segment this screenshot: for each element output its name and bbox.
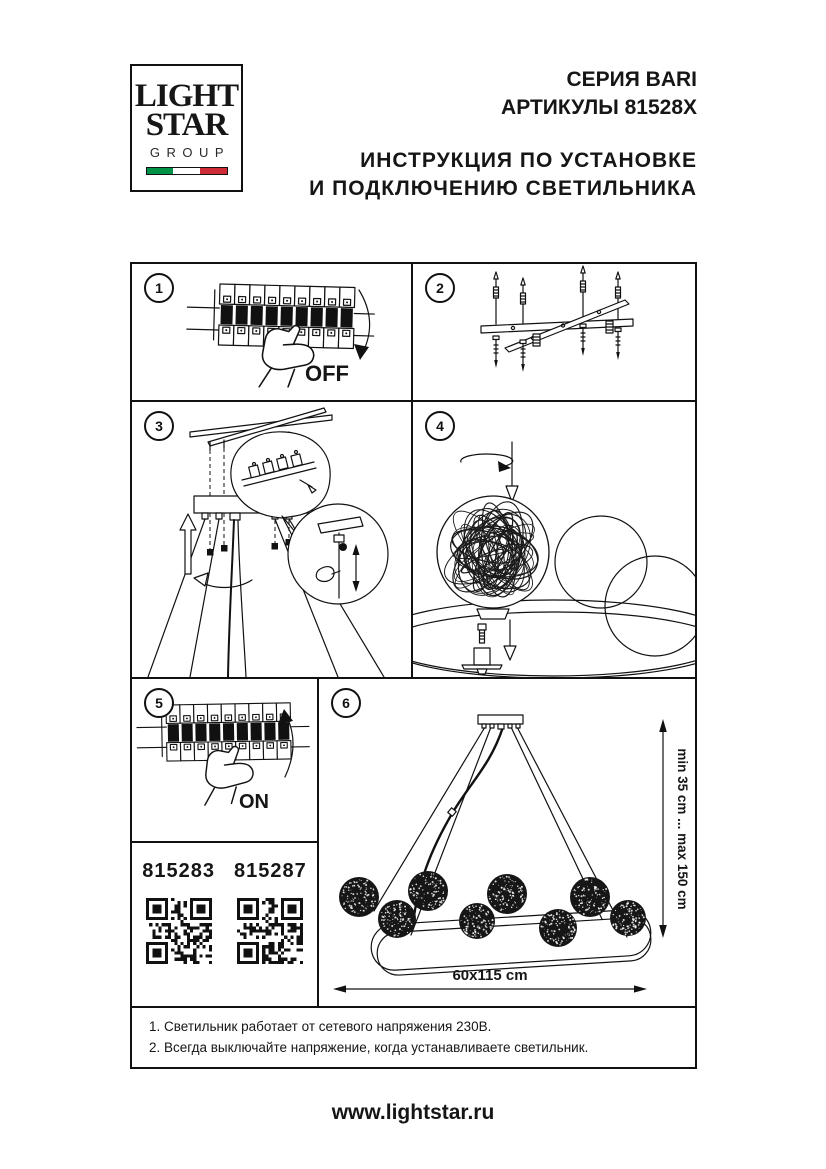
title-block — [309, 66, 697, 203]
series-title: СЕРИЯ BARI — [566, 68, 697, 91]
step-5-panel — [132, 679, 319, 843]
chandelier-drawing — [333, 715, 690, 993]
article-codes-panel — [132, 843, 319, 1008]
on-label: ON — [239, 791, 269, 813]
lamp-socket-icon — [462, 648, 502, 674]
note-line-2: 2. Всегда выключайте напряжение, когда устанавливаете светильник. — [149, 1040, 589, 1055]
step-1-panel — [132, 264, 413, 402]
articles-title: АРТИКУЛЫ 81528X — [501, 96, 697, 119]
off-label: OFF — [305, 361, 349, 386]
qr-code-815287 — [237, 898, 303, 964]
cable-adjust-detail-circle — [288, 504, 388, 604]
up-arrow-icon — [180, 514, 196, 574]
italian-flag-icon — [146, 167, 228, 175]
step-5-number: 5 — [144, 688, 174, 718]
instruction-title-line2: И ПОДКЛЮЧЕНИЮ СВЕТИЛЬНИКА — [309, 177, 697, 200]
step-6-panel — [319, 679, 695, 1008]
sphere-shade — [378, 900, 416, 938]
terminal-callout-bubble — [231, 432, 330, 518]
step-6-illustration — [319, 679, 695, 1006]
logo-word-star: STAR — [145, 106, 228, 143]
width-dimension-label: 60x115 cm — [452, 967, 528, 984]
step-3-number: 3 — [144, 411, 174, 441]
sphere-shade — [487, 874, 527, 914]
sphere-shade — [339, 877, 379, 917]
step-2-illustration — [413, 264, 695, 400]
website-text: www.lightstar.ru — [331, 1101, 495, 1124]
instruction-title-line1: ИНСТРУКЦИЯ ПО УСТАНОВКЕ — [360, 149, 697, 172]
step-4-number: 4 — [425, 411, 455, 441]
step-1-number: 1 — [144, 273, 174, 303]
sphere-shade — [570, 877, 610, 917]
step-1-illustration — [132, 264, 411, 400]
step-2-number: 2 — [425, 273, 455, 303]
step-4-illustration — [413, 402, 695, 677]
logo-word-light: LIGHT — [134, 77, 239, 114]
step-3-illustration — [132, 402, 411, 677]
lightstar-logo — [130, 64, 243, 192]
wire-ball-shade — [437, 496, 549, 608]
step-3-panel — [132, 402, 413, 679]
canopy-mounting-drawing — [148, 408, 388, 677]
article-left — [142, 860, 215, 964]
step-4-panel — [413, 402, 695, 679]
article-right — [234, 860, 307, 964]
sphere-shade — [459, 903, 495, 939]
off-arrow-icon — [359, 290, 370, 352]
article-number: 815283 — [142, 860, 215, 882]
notes-panel — [132, 1008, 695, 1067]
threaded-stud-icon — [478, 624, 486, 643]
qr-code-815283 — [146, 898, 212, 964]
empty-sphere-outline — [555, 516, 647, 608]
mounting-brackets-drawing — [481, 266, 633, 372]
article-number: 815287 — [234, 860, 307, 882]
logo-word-group: GROUP — [149, 144, 231, 160]
ceiling-canopy — [478, 715, 523, 724]
step-6-number: 6 — [331, 688, 361, 718]
shade-assembly-drawing — [413, 442, 695, 677]
step-2-panel — [413, 264, 695, 402]
height-dimension-label: min 35 cm ... max 150 cm — [675, 748, 690, 910]
sphere-shade — [610, 900, 646, 936]
sphere-shade — [539, 909, 577, 947]
instruction-grid — [130, 262, 697, 1069]
note-line-1: 1. Светильник работает от сетевого напряжения 230В. — [149, 1019, 492, 1034]
sphere-shade — [408, 871, 448, 911]
